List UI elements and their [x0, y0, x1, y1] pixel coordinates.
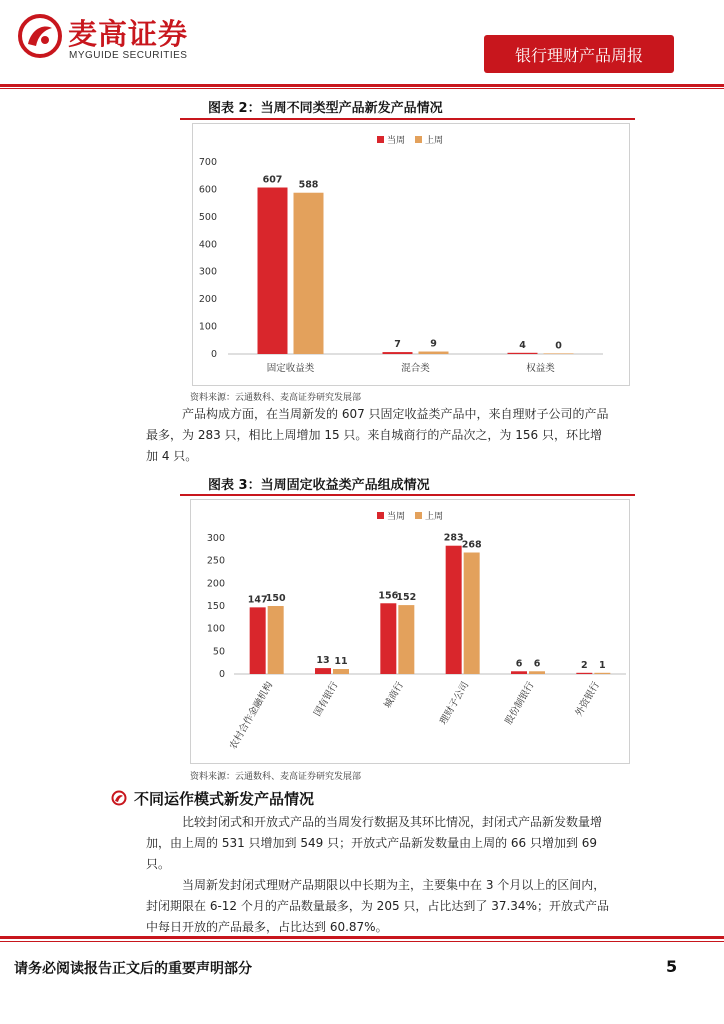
footer-disclaimer: 请务必阅读报告正文后的重要声明部分 [14, 961, 252, 977]
data-label: 588 [298, 179, 319, 191]
bar-previous [333, 669, 349, 674]
category-label: 权益类 [526, 363, 555, 374]
y-tick-label: 200 [206, 578, 225, 590]
data-label: 1 [599, 659, 606, 671]
paragraph-operation-modes: 比较封闭式和开放式产品的当周发行数据及其环比情况，封闭式产品新发数量增加，由上周的 531 只增加到 549 只；开放式产品新发数量由上周的 66 只增加到 69 只。 [146, 815, 603, 871]
y-tick-label: 500 [198, 211, 217, 223]
bar-current [508, 353, 538, 354]
legend-label-previous: 上周 [425, 136, 444, 146]
y-tick-label: 200 [198, 294, 217, 306]
y-tick-label: 0 [210, 349, 217, 360]
bar-previous [268, 606, 284, 674]
figure3-bar-chart [191, 500, 629, 763]
footer-divider-thin [0, 941, 724, 942]
header-divider-thin [0, 88, 724, 89]
bar-current [383, 352, 413, 354]
figure2-chart-frame [192, 123, 630, 386]
data-label: 283 [443, 532, 464, 544]
logo-company-name: 麦高证券 [68, 17, 189, 51]
category-label: 理财子公司 [437, 680, 472, 727]
y-tick-label: 600 [198, 184, 217, 196]
data-label: 152 [396, 592, 417, 604]
legend-swatch-current [377, 512, 384, 519]
bar-previous [544, 353, 574, 354]
legend-label-current: 当周 [387, 512, 406, 522]
category-label: 国有银行 [312, 680, 341, 719]
data-label: 4 [519, 339, 526, 351]
bar-current [576, 673, 592, 674]
data-label: 0 [555, 340, 562, 352]
data-label: 150 [265, 593, 286, 604]
bar-previous [529, 671, 545, 674]
data-label: 2 [581, 659, 588, 671]
myguide-logo-icon [18, 14, 62, 58]
y-tick-label: 300 [206, 533, 225, 544]
bar-current [315, 668, 331, 674]
figure2-caption: 图表 2：当周不同类型产品新发产品情况 [208, 101, 443, 116]
data-label: 156 [378, 590, 399, 602]
bar-previous [294, 193, 324, 354]
figure3-source: 资料来源：云通数科、麦高证券研究发展部 [190, 772, 362, 782]
figure3-caption-rule [180, 494, 635, 496]
bar-current [446, 546, 462, 674]
data-label: 9 [430, 338, 437, 350]
figure3-caption: 图表 3：当周固定收益类产品组成情况 [208, 478, 430, 493]
header-divider [0, 84, 724, 87]
bar-previous [419, 352, 449, 354]
bar-current [250, 607, 266, 674]
y-tick-label: 300 [198, 266, 217, 278]
data-label: 7 [394, 339, 401, 351]
data-label: 268 [461, 539, 482, 551]
y-tick-label: 100 [206, 623, 225, 635]
y-tick-label: 100 [198, 321, 217, 333]
y-tick-label: 50 [212, 646, 225, 658]
data-label: 147 [247, 594, 268, 606]
category-label: 混合类 [401, 363, 430, 374]
y-tick-label: 0 [218, 669, 225, 680]
data-label: 607 [262, 174, 283, 186]
section-bullet-icon [111, 790, 127, 806]
bar-previous [594, 673, 610, 674]
page-number: 5 [666, 957, 678, 976]
category-label: 股份制银行 [503, 680, 537, 727]
category-label: 外资银行 [573, 680, 602, 719]
figure2-caption-rule [180, 118, 635, 120]
section-title: 不同运作模式新发产品情况 [134, 790, 315, 808]
data-label: 6 [515, 658, 523, 670]
figure2-bar-chart [193, 124, 629, 385]
footer-divider [0, 936, 724, 939]
category-label: 固定收益类 [266, 363, 315, 374]
y-tick-label: 700 [198, 157, 217, 168]
figure3-chart-frame [190, 499, 630, 764]
bar-current [380, 603, 396, 674]
bar-previous [464, 553, 480, 674]
figure2-source: 资料来源：云通数科、麦高证券研究发展部 [190, 393, 362, 403]
legend-label-previous: 上周 [425, 512, 444, 522]
legend-swatch-previous [415, 136, 422, 143]
paragraph-closed-period: 当周新发封闭式理财产品期限以中长期为主，主要集中在 3 个月以上的区间内，封闭期限在 6-12 个月的产品数量最多，为 205 只，占比达到了 37.34%；开放式产品中每日开放的产品最多，占比达到 60.87%。 [146, 878, 609, 934]
y-tick-label: 250 [206, 555, 225, 567]
category-label: 城商行 [382, 680, 406, 711]
y-tick-label: 400 [198, 239, 217, 251]
data-label: 6 [533, 658, 541, 670]
bar-current [258, 188, 288, 354]
data-label: 11 [334, 656, 348, 668]
legend-swatch-current [377, 136, 384, 143]
category-label: 农村合作金融机构 [227, 680, 276, 752]
report-type-tag: 银行理财产品周报 [484, 35, 674, 73]
legend-label-current: 当周 [387, 136, 406, 146]
y-tick-label: 150 [206, 601, 225, 612]
paragraph-composition: 产品构成方面，在当周新发的 607 只固定收益类产品中，来自理财子公司的产品最多，为 283 只，相比上周增加 15 只。来自城商行的产品次之，为 156 只，环比增加 4 只。 [146, 407, 609, 463]
data-label: 13 [316, 655, 330, 667]
bar-current [511, 671, 527, 674]
legend-swatch-previous [415, 512, 422, 519]
logo-english-name: MYGUIDE SECURITIES [69, 50, 188, 61]
bar-previous [398, 605, 414, 674]
